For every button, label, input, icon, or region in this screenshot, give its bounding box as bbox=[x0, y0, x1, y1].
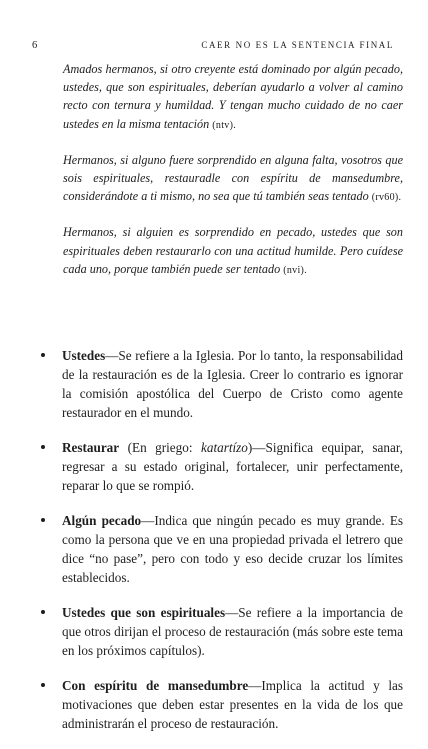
term-label: Ustedes que son espirituales bbox=[62, 605, 226, 620]
running-title: CAER NO ES LA SENTENCIA FINAL bbox=[201, 40, 394, 50]
term-description: )—Significa equipar, sanar, regresar a su estado original, fortalecer, unir perfectamente, reparar lo que se rompió. bbox=[62, 440, 403, 493]
bullet-dot-icon bbox=[41, 445, 45, 449]
bullet-dot-icon bbox=[41, 683, 45, 687]
quote-text: Amados hermanos, si otro creyente está dominado por algún pecado, ustedes, que son espirituales, deberían ayudarlo a volver al camino recto con ternura y humildad. Y tengan mucho cuidado de no caer ustedes en la misma tentación bbox=[63, 62, 403, 131]
quote-nvi bbox=[63, 223, 403, 280]
quote-rv60 bbox=[63, 151, 403, 208]
quote-text: Hermanos, si alguien es sorprendido en pecado, ustedes que son espirituales deben restaurarlo con una actitud humilde. Pero cuídese cada uno, porque también puede ser tentado bbox=[63, 225, 403, 276]
key-terms-list bbox=[40, 346, 403, 749]
term-label: Restaurar bbox=[62, 440, 120, 455]
list-item-ustedes-espirituales bbox=[40, 603, 403, 660]
quote-reference: (ntv). bbox=[212, 119, 237, 131]
list-item-ustedes bbox=[40, 346, 403, 422]
quote-reference: (nvi). bbox=[283, 264, 307, 276]
quote-reference: (rv60). bbox=[371, 192, 402, 204]
term-description: —Indica que ningún pecado es muy grande. Es como la persona que ve en una propiedad privada el letrero que dice “no pase”, pero con todo y eso decide cruzar los límites establecidos. bbox=[62, 513, 404, 585]
term-prefix: (En griego: bbox=[119, 440, 202, 455]
quote-text: Hermanos, si alguno fuere sorprendido en alguna falta, vosotros que sois espirituales, restauradle con espíritu de mansedumbre, considerándote a ti mismo, no sea que tú también seas tentado bbox=[63, 152, 403, 204]
list-item-restaurar bbox=[40, 438, 403, 495]
bullet-dot-icon bbox=[41, 518, 45, 522]
term-label: Ustedes bbox=[62, 348, 106, 363]
term-label: Algún pecado bbox=[62, 513, 142, 528]
list-item-mansedumbre bbox=[40, 676, 403, 733]
quote-ntv bbox=[63, 60, 403, 135]
page-number: 6 bbox=[32, 40, 38, 51]
bullet-dot-icon bbox=[41, 610, 45, 614]
term-description: —Se refiere a la Iglesia. Por lo tanto, la responsabilidad de la restauración es de la Iglesia. Creer lo contrario es ignorar la comisión apostólica del Cuerpo de Cristo como agente restaurador en el mundo. bbox=[62, 348, 403, 420]
greek-word: katartízo bbox=[201, 440, 248, 455]
page-header bbox=[32, 40, 394, 52]
scripture-quotes bbox=[63, 60, 403, 296]
term-description: —Implica la actitud y las motivaciones que deben estar presentes en la vida de los que administrarán el proceso de restauración. bbox=[62, 678, 403, 731]
term-label: Con espíritu de mansedumbre bbox=[62, 678, 249, 693]
bullet-dot-icon bbox=[41, 353, 45, 357]
list-item-algun-pecado bbox=[40, 511, 403, 587]
term-description: —Se refiere a la importancia de que otros dirijan el proceso de restauración (más sobre este tema en los próximos capítulos). bbox=[62, 605, 403, 658]
